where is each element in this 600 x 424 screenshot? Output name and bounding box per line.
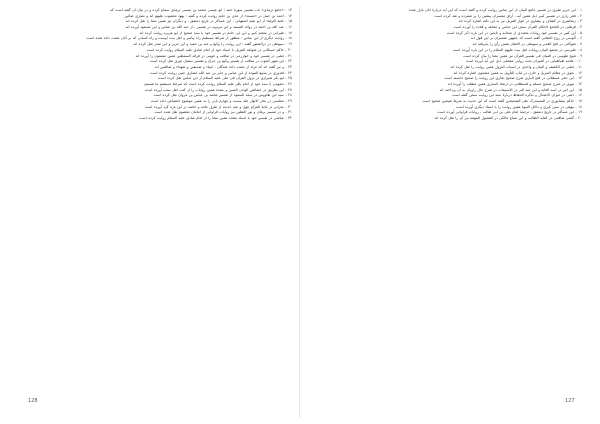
right-page-number: 127 (565, 398, 575, 404)
footnote-paragraph: ۳۱ - و در تفسیر برهان و نور الثقلین نیز روایات فراوانی از امامان معصوم نقل شده است (154, 110, 292, 115)
footnote-paragraph: ۱۶ - ذهبی در میزان الاعتدال و تذکرة الحفاظ دربارهٔ سند این روایت سخن گفته است (452, 93, 582, 98)
footnote-paragraph: ۱۰ - علامه طباطبایی در المیزان بحث روایی مفصلی ذیل این آیه آورده است (465, 59, 582, 64)
footnote-paragraph: ۲۳ - و نیز گفته اند که مراد از نعمت داده شدگان ، انبیاء و صدیقین و شهداء و صالحین اند (154, 64, 292, 69)
page-gutter (299, 6, 300, 418)
footnote-paragraph: ۳ - زمخشری در کشاف و بیضاوی در انوار التنزیل نیز به این نکته اشاره کرده اند (458, 19, 582, 24)
footnote-paragraph: ۲۹ - مجلسی در بحار الانوار جلد بیست و چهارم بابی را به همین موضوع اختصاص داده است (150, 99, 292, 103)
right-page-text (312, 8, 582, 121)
footnote-paragraph: ۳۰ - بحرانی در غایة المرام چهل و چند حدیث از طرق عامه و خاصه در این باره گرد آورده است (144, 104, 292, 109)
footnote-paragraph: ۱۷ - طبرانی در معجم کبیر و ابن ابی حاتم در تفسیر خود با سند صحیح از ابو هریره روایت کرده اند (139, 30, 292, 35)
right-page (312, 8, 582, 392)
footnote-paragraph: ۱۸ - روایت دیگری از این عباس : منظور از صراط مستقیم راه پیامبر و اهل بیت اوست و راه کسانی که بر آنان نعمت داده شده است (86, 36, 292, 41)
footnote-paragraph: ۲۷ - ابن بطریق در خصائص الوحی المبین و عمدة همین روایات را از کتب اهل سنت آورده است (144, 87, 292, 92)
footnote-paragraph: ۱۳ - ابن حجر عسقلانی در فتح الباری شرح صحیح بخاری این روایت را صحیح دانسته است (444, 76, 582, 81)
footnote-paragraph: ۱۴ - احمد بن حنبل در «مسند» از عدی بن حاتم روایت کرده و گفته : یهود مغضوب علیهم اند و نصاری ضالین (124, 13, 292, 18)
footnote-paragraph: ۸ - طبرسی در مجمع البیان روایات اهل بیت علیهم السلام را در این باره آورده است (452, 47, 582, 52)
footnote-paragraph: ۱ - ابن جریر طبری در تفسیر جامع البیان از ابن عباس روایت کرده و گفته است که این آیه دربارهٔ آنان نازل شده (408, 8, 582, 12)
footnote-paragraph: ۲۴ - قندوزی در ینابیع المودة از ابن عباس و جابر بن عبد الله انصاری چنین روایت کرده است (149, 70, 292, 75)
footnote-paragraph: ۲ - فخر رازی در تفسیر کبیر ذیل همین آیه ، آرای مفسران پیشین را بر شمرده و نقد کرده است (434, 13, 582, 18)
footnote-paragraph: ۲۶ - حموینی با سند خود از امام باقر علیه السلام روایت کرده است که صراط مستقیم ما هستیم (144, 81, 292, 86)
footnote-paragraph: ۲۵ - ابو بکر شیرازی در نزول القرآن فی علی علیه السلام از ابن عباس نقل کرده است (158, 76, 292, 81)
footnote-paragraph: ۱۷ - حاکم نیشابوری در المستدرک علی الصحیحین گفته است که این حدیث به شرط شیخین صحیح است (422, 99, 582, 103)
footnote-paragraph: ۱۸ - بیهقی در سنن کبری و دلائل النبوة همین روایت را با اسناد دیگری آورده است (456, 104, 582, 109)
left-page-text (22, 8, 292, 121)
left-page-number: 128 (28, 398, 38, 404)
footnote-paragraph: ۱۳ - «جامع ترمذی» باب تفسیر سورهٔ حمد ؛ ابو عیسی محمد بن عیسی ترمذی سماع کرده و در بیان آن گفته است که (110, 8, 292, 12)
left-page (22, 8, 292, 392)
footnote-paragraph: ۹ - شیخ طوسی در التبیان فی تفسیر القرآن نیز همین معنا را بیان کرده است (463, 53, 582, 58)
footnote-paragraph: ۱۵ - حلیة الاولیاء از ابو نعیم اصفهانی ، ابن عساکر در تاریخ دمشق ، و دیگران نیز همین معنا را نقل کرده اند (125, 19, 292, 24)
footnote-paragraph: ۱۲ - بغوی در معالم التنزیل و خازن در لباب التأویل به همین مضمون اشاره کرده اند (453, 70, 582, 75)
footnote-paragraph: ۱۶ - عبد الله بن احمد در زوائد المسند و ابن مردویه در تفسیر ، از عبد الله بن عباس و ابن مسعود آورده اند (125, 25, 292, 30)
footnote-paragraph: ۵ - ابن کثیر در تفسیر خود روایات متعددی از صحابه و تابعین در این باره ذکر کرده است (446, 30, 582, 35)
footnote-paragraph: ۴ - قرطبی در الجامع لاحکام القرآن سخن ابن عباس و مجاهد و قتاده را آورده است (453, 25, 582, 30)
footnote-paragraph: ۱۱ - ثعلبی در الکشف و البیان و واحدی در اسباب النزول همین روایت را نقل کرده اند (450, 64, 582, 69)
footnote-paragraph: ۲۸ - سید ابن طاووس در سعد السعود از تفسیر محمد بن عباس بن مروان نقل کرده است (153, 93, 292, 98)
footnote-paragraph: ۶ - آلوسی در روح المعانی گفته است که جمهور مفسران بر این قول اند (470, 36, 582, 41)
footnote-paragraph: ۱۴ - نووی در شرح صحیح مسلم و قسطلانی در ارشاد الساری همین مطلب را آورده اند (447, 81, 582, 86)
footnote-paragraph: ۲۰ - گنجی شافعی در کفایة الطالب و ابن صباغ مالکی در الفصول المهمة نیز آن را نقل کرده اند (434, 116, 582, 121)
footnote-paragraph: ۱۵ - ابن اثیر در اسد الغابة و ابن عبد البر در الاستیعاب در شرح حال راویان به آن پرداخته اند (439, 87, 582, 92)
footnote-paragraph: ۱۹ - سیوطی در درالمنثور گفته : این روایت را وکیع و عبد بن حمید و ابن جریر و ابن منذر نقل کرده اند (133, 42, 292, 47)
footnote-paragraph: ۱۹ - ابن عساکر در تاریخ دمشق ، ترجمهٔ امام علی بن ابی طالب ، روایات فراوانی آورده است (437, 110, 582, 115)
footnote-paragraph: ۲۲ - ابن شهر آشوب در مناقب از تفسیر وکیع بن جراح و تفسیر سفیان ثوری نقل کرده است (149, 59, 292, 64)
footnote-paragraph: ۲۰ - حاکم حسکانی در شواهد التنزیل با اسناد خود از امام صادق علیه السلام روایت کرده است (146, 47, 292, 52)
footnote-paragraph: ۷ - شوکانی در فتح القدیر و سیوطی در الاتقان همین رأی را پذیرفته اند (472, 42, 582, 47)
footnote-paragraph: ۳۲ - عیاشی در تفسیر خود با اسناد متعدد همین معنا را از امام صادق علیه السلام روایت کرده است (139, 116, 292, 121)
footnote-paragraph: ۲۱ - ثعلبی در تفسیر خود و خوارزمی در مناقب و جوینی در فرائد السمطین همین مضمون را آورده اند (135, 53, 292, 58)
